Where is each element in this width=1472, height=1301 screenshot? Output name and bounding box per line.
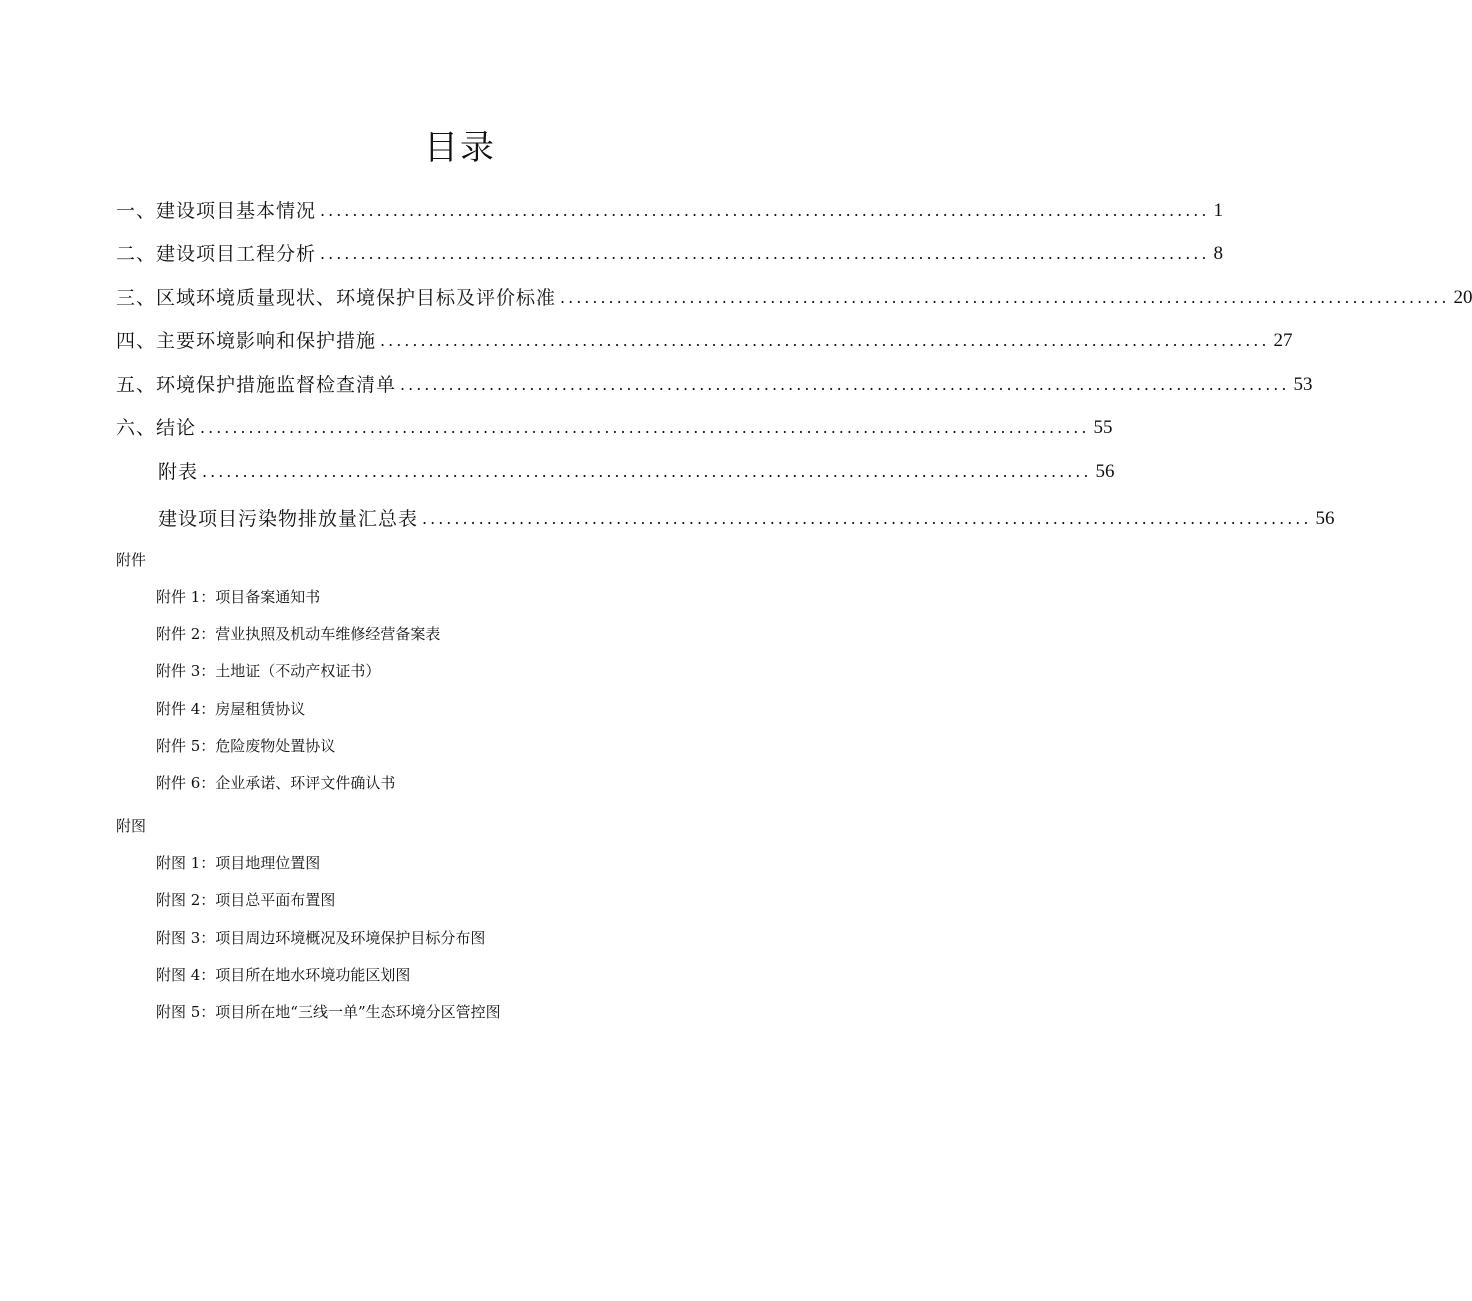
toc-entry[interactable] [158, 453, 1115, 485]
toc-entry-label: 附表 [158, 461, 199, 483]
toc-leader-dots: .............................................................................................................. [380, 331, 1270, 350]
attachment-item: 附件 2：营业执照及机动车维修经营备案表 [156, 625, 441, 643]
attachment-item: 附件 5：危险废物处置协议 [156, 737, 336, 755]
toc-entry[interactable] [116, 279, 1472, 311]
toc-leader-dots: .............................................................................................................. [200, 418, 1090, 437]
figure-item: 附图 5：项目所在地“三线一单”生态环境分区管控图 [156, 1003, 501, 1021]
toc-leader-dots: .............................................................................................................. [560, 288, 1450, 307]
figure-item: 附图 1：项目地理位置图 [156, 854, 321, 872]
figure-item: 附图 2：项目总平面布置图 [156, 891, 336, 909]
toc-entry[interactable] [116, 409, 1113, 441]
toc-entry-page: 1 [1213, 200, 1223, 221]
toc-entry-page: 56 [1095, 461, 1115, 482]
toc-entry-label: 三、区域环境质量现状、环境保护目标及评价标准 [116, 287, 557, 309]
toc-leader-dots: .............................................................................................................. [400, 375, 1290, 394]
toc-entry[interactable] [116, 366, 1313, 398]
page-title: 目录 [424, 128, 496, 168]
toc-entry[interactable] [116, 192, 1223, 224]
toc-entry-page: 27 [1273, 330, 1293, 351]
toc-entry-page: 20 [1453, 287, 1472, 308]
toc-entry[interactable] [116, 235, 1223, 267]
toc-leader-dots: .............................................................................................................. [320, 244, 1210, 263]
toc-entry-page: 8 [1213, 243, 1223, 264]
toc-leader-dots: .............................................................................................................. [320, 201, 1210, 220]
figure-item: 附图 4：项目所在地水环境功能区划图 [156, 966, 411, 984]
attachment-item: 附件 6：企业承诺、环评文件确认书 [156, 774, 396, 792]
toc-entry-label: 四、主要环境影响和保护措施 [116, 330, 377, 352]
toc-leader-dots: .............................................................................................................. [202, 462, 1092, 481]
toc-entry-label: 建设项目污染物排放量汇总表 [158, 508, 419, 530]
attachment-item: 附件 4：房屋租赁协议 [156, 700, 306, 718]
toc-entry-label: 二、建设项目工程分析 [116, 243, 317, 265]
toc-entry-page: 56 [1315, 508, 1335, 529]
toc-entry-label: 一、建设项目基本情况 [116, 200, 317, 222]
toc-leader-dots: .............................................................................................................. [422, 509, 1312, 528]
toc-entry-label: 六、结论 [116, 417, 197, 439]
toc-entry-page: 53 [1293, 374, 1313, 395]
toc-entry-label: 五、环境保护措施监督检查清单 [116, 374, 397, 396]
toc-entry[interactable] [116, 322, 1293, 354]
figure-item: 附图 3：项目周边环境概况及环境保护目标分布图 [156, 929, 486, 947]
toc-entry-page: 55 [1093, 417, 1113, 438]
toc-entry[interactable] [158, 500, 1335, 532]
attachment-item: 附件 3：土地证（不动产权证书） [156, 662, 381, 680]
figures-heading: 附图 [116, 817, 147, 835]
attachments-heading: 附件 [116, 551, 147, 569]
attachment-item: 附件 1：项目备案通知书 [156, 588, 321, 606]
